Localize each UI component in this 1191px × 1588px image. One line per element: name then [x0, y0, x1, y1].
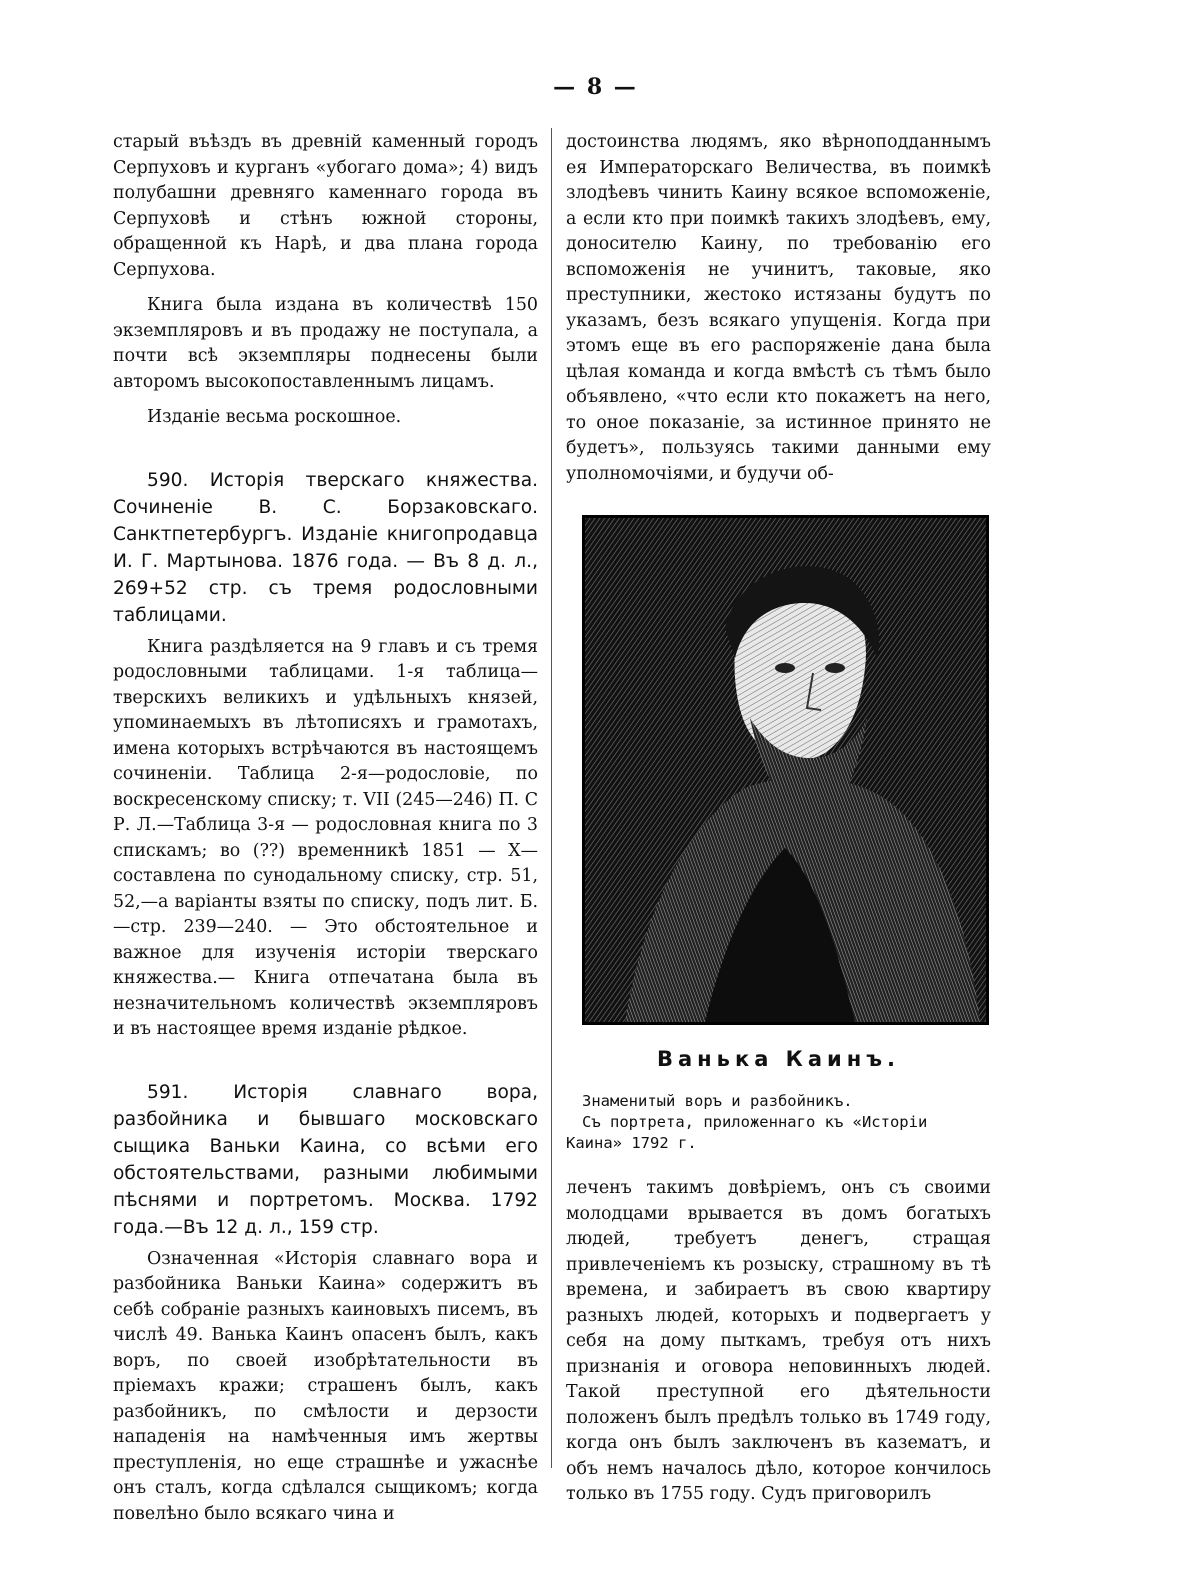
right-column: [566, 130, 991, 1508]
portrait-caption-source: Съ портрета, приложеннаго къ «Исторіи Каина» 1792 г.: [566, 1113, 928, 1152]
entry-591-text: Означенная «Исторія славнаго вора и разбойника Ваньки Каина» содержитъ въ себѣ собраніе разныхъ каиновыхъ писемъ, въ числѣ 49. Ванька Каинъ опасенъ былъ, какъ воръ, по своей изобрѣтательности въ пріемахъ кражи; страшенъ былъ, какъ разбойникъ, по смѣлости и дерзости нападенія на намѣченныя имъ жертвы преступленія, но еще страшнѣе и ужаснѣе онъ сталъ, когда сдѣлался сыщикомъ; когда повелѣно было всякаго чина и: [113, 1248, 538, 1524]
right-paragraph-continued: достоинства людямъ, яко вѣрноподданнымъ ея Императорскаго Величества, въ поимкѣ злодѣевъ чинить Каину всякое вспоможеніе, а если кто при поимкѣ такихъ злодѣевъ, ему, доносителю Каину, по требованію его вспоможенія не учинитъ, таковые, яко преступники, жестоко истязаны будутъ по указамъ, безъ всякаго упущенія. Когда при этомъ еще въ его распоряженіе дана была цѣлая команда и когда вмѣстѣ съ тѣмъ было объявлено, «что если кто покажетъ на него, то оное показаніе, за истинное принято не будетъ», пользуясь такими данными ему уполномочіями, и будучи об-: [566, 132, 991, 484]
portrait-caption-subtitle: Знаменитый воръ и разбойникъ.: [582, 1092, 853, 1110]
right-paragraph-after-portrait: леченъ такимъ довѣріемъ, онъ съ своими молодцами врывается въ домъ богатыхъ людей, требуетъ денегъ, стращая привлеченіемъ къ розыску, страшному въ тѣ времена, и забираетъ въ свою квартиру разныхъ людей, которыхъ и подвергаетъ у себя на дому пыткамъ, требуя отъ нихъ признанія и оговора неповинныхъ людей. Такой преступной его дѣятельности положенъ былъ предѣлъ только въ 1749 году, когда онъ былъ заключенъ въ казематъ, и объ немъ началось дѣло, которое кончилось только въ 1755 году. Судъ приговорилъ: [566, 1178, 991, 1504]
page-number: — 8 —: [553, 74, 638, 100]
left-paragraph-continued: старый въѣздъ въ древній каменный городъ Серпуховъ и курганъ «убогаго дома»; 4) видъ полубашни древняго каменнаго города въ Серпуховѣ и стѣнъ южной стороны, обращенной къ Нарѣ, и два плана города Серпухова.: [113, 132, 538, 280]
entry-590-text: Книга раздѣляется на 9 главъ и съ тремя родословными таблицами. 1-я таблица—тверскихъ великихъ и удѣльныхъ князей, упоминаемыхъ въ лѣтописяхъ и грамотахъ, имена которыхъ встрѣчаются въ настоящемъ сочиненіи. Таблица 2-я—родословіе, по воскресенскому списку; т. VII (245—246) П. С Р. Л.—Таблица 3-я — родословная книга по 3 спискамъ; во (??) временникѣ 1851 — X— составлена по cунодальному списку, стр. 51, 52,—а варіанты взяты по списку, подъ лит. Б.—стр. 239—240. — Это обстоятельное и важное для изученія исторіи тверскаго княжества.— Книга отпечатана была въ незначительномъ количествѣ экземпляровъ и въ настоящее время изданіе рѣдкое.: [113, 636, 538, 1039]
entry-591-title: 591. Исторія славнаго вора, разбойника и бывшаго московскаго сыщика Ваньки Каина, со всѣми его обстоятельствами, разными любимыми пѣснями и портретомъ. Москва. 1792 года.—Въ 12 д. л., 159 стр.: [113, 1081, 538, 1238]
portrait-caption-title: Ванька Каинъ.: [656, 1047, 901, 1071]
left-column: [113, 130, 538, 1527]
left-paragraph-luxury: Изданіе весьма роскошное.: [147, 407, 402, 427]
column-divider: [551, 128, 552, 1468]
left-paragraph-edition: Книга была издана въ количествѣ 150 экземпляровъ и въ продажу не поступала, а почти всѣ экземпляры поднесены были авторомъ высокопоставленнымъ лицамъ.: [113, 295, 538, 392]
portrait-engraving: [582, 515, 989, 1025]
portrait-figure: [585, 518, 986, 1022]
entry-590-title: 590. Исторія тверскаго княжества. Сочиненіе В. С. Борзаковскаго. Санктпетербургъ. Изданіе книгопродавца И. Г. Мартынова. 1876 года. — Въ 8 д. л., 269+52 стр. съ тремя родословными таблицами.: [113, 469, 538, 626]
